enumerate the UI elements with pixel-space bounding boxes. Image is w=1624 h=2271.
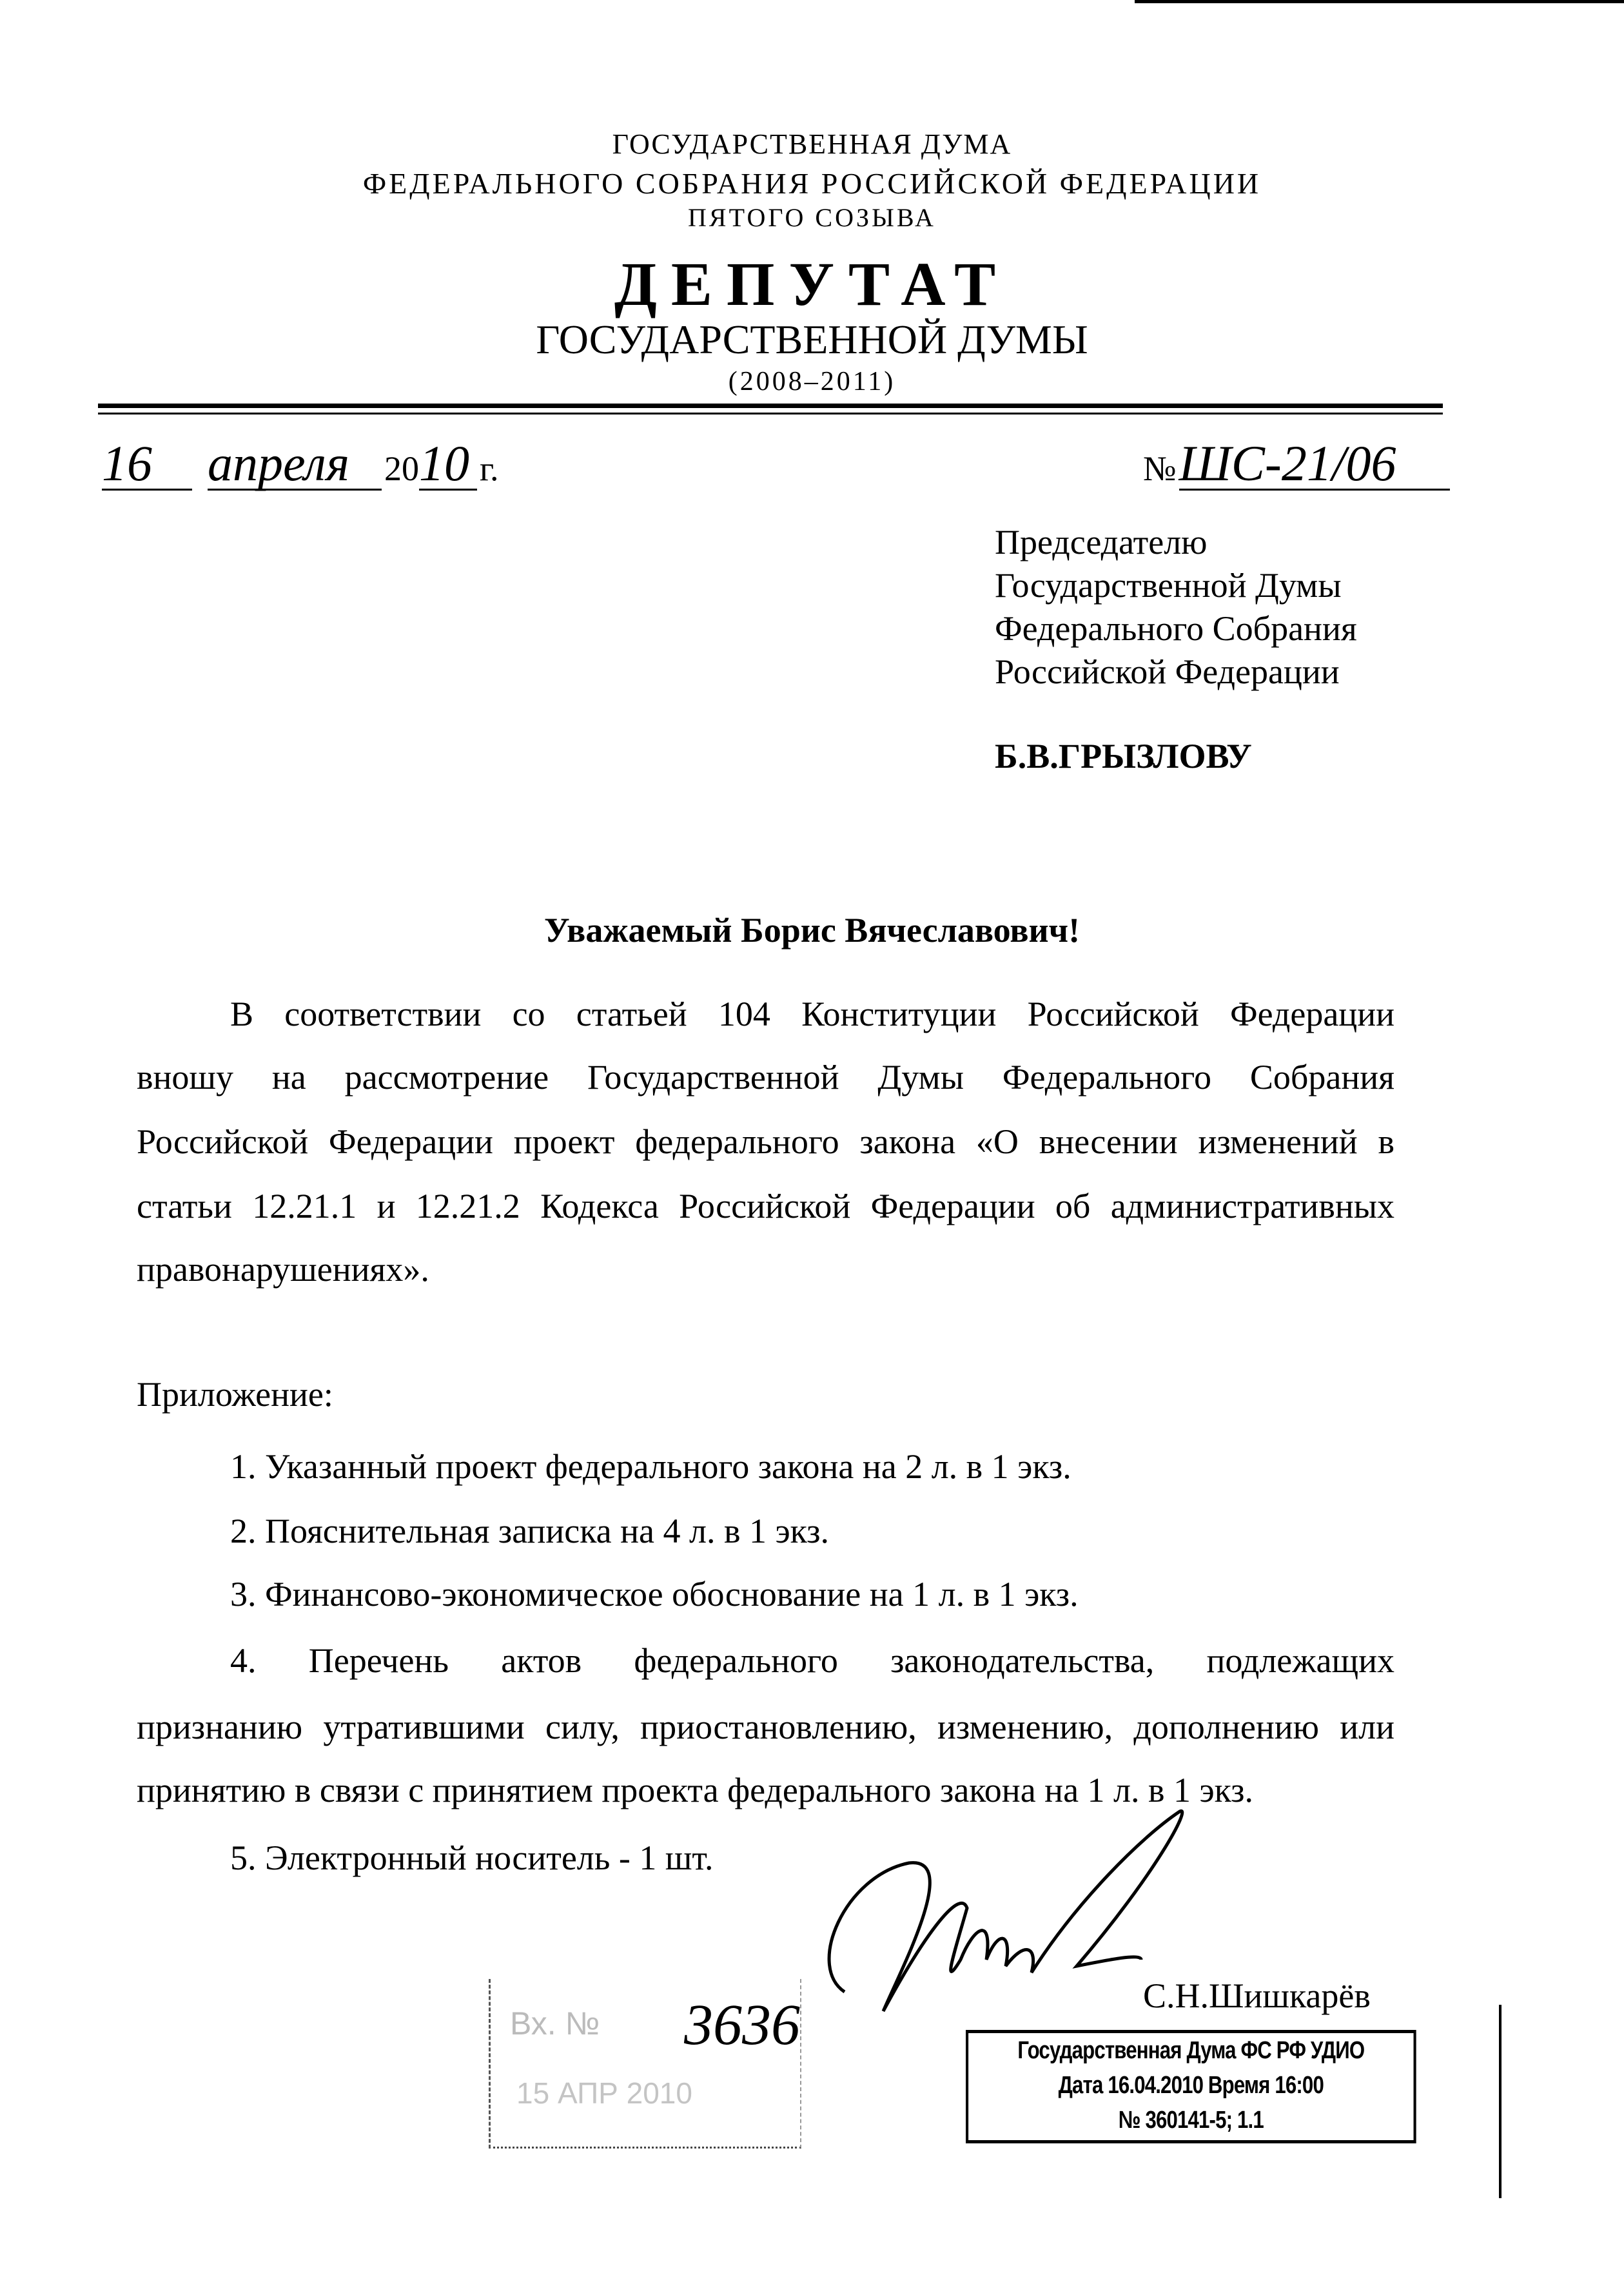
addressee-line: Федерального Собрания — [995, 609, 1357, 648]
letterhead-line-2: ФЕДЕРАЛЬНОГО СОБРАНИЯ РОССИЙСКОЙ ФЕДЕРАЦИИ — [362, 167, 1262, 200]
letterhead-line-3: ПЯТОГО СОЗЫВА — [688, 203, 936, 232]
signature-icon — [806, 1798, 1206, 2069]
body-line: Российской Федерации проект федерального закона «О внесении изменений в — [137, 1122, 1394, 1161]
letterhead-term: (2008–2011) — [728, 367, 896, 396]
number-value: ШС-21/06 — [1179, 438, 1450, 491]
letterhead-subtitle: ГОСУДАРСТВЕННОЙ ДУМЫ — [536, 317, 1088, 362]
header-rule-thick — [98, 404, 1443, 408]
incoming-stamp — [489, 1979, 801, 2149]
salutation: Уважаемый Борис Вячеславович! — [543, 911, 1081, 950]
date-month: апреля — [208, 438, 382, 491]
signatory-name: С.Н.Шишкарёв — [1143, 1976, 1371, 2015]
addressee-line: Председателю — [995, 523, 1208, 561]
body-line: статьи 12.21.1 и 12.21.2 Кодекса Российской Федерации об административных — [137, 1187, 1394, 1225]
incoming-stamp-number: 3636 — [684, 1993, 800, 2057]
attachment-item: 3. Финансово-экономическое обоснование на 1 л. в 1 экз. — [230, 1575, 1079, 1613]
addressee-name: Б.В.ГРЫЗЛОВУ — [995, 737, 1252, 775]
date-day: 16 — [102, 438, 192, 491]
body-line: вношу на рассмотрение Государственной Думы Федерального Собрания — [137, 1058, 1394, 1097]
attachment-item: 5. Электронный носитель - 1 шт. — [230, 1838, 714, 1877]
registry-stamp-line-2: Дата 16.04.2010 Время 16:00 — [1058, 2072, 1324, 2099]
header-rule-thin — [98, 413, 1443, 414]
body-line: В соответствии со статьей 104 Конституции Российской Федерации — [230, 995, 1394, 1033]
incoming-stamp-date: 15 АПР 2010 — [516, 2076, 692, 2110]
attachment-item: признанию утратившими силу, приостановлению, изменению, дополнению или — [137, 1708, 1394, 1746]
registry-stamp-line-3: № 360141-5; 1.1 — [1118, 2107, 1264, 2134]
registry-stamp — [966, 2030, 1416, 2143]
attachment-item: принятию в связи с принятием проекта федерального закона на 1 л. в 1 экз. — [137, 1771, 1254, 1809]
attachment-item: 4. Перечень актов федерального законодательства, подлежащих — [230, 1641, 1394, 1680]
date-century: 20 — [384, 449, 419, 488]
letterhead-line-1: ГОСУДАРСТВЕННАЯ ДУМА — [612, 128, 1012, 160]
date-suffix: г. — [480, 449, 499, 488]
addressee-line: Российской Федерации — [995, 652, 1340, 691]
document-date — [102, 435, 499, 491]
number-label: № — [1143, 449, 1177, 488]
date-year: 10 — [419, 438, 477, 491]
incoming-stamp-label: Вх. № — [510, 2005, 600, 2042]
letterhead-title: ДЕПУТАТ — [614, 249, 1010, 318]
attachments-heading: Приложение: — [137, 1375, 333, 1414]
attachment-item: 1. Указанный проект федерального закона на 2 л. в 1 экз. — [230, 1447, 1071, 1486]
scan-edge-mark — [1135, 0, 1624, 3]
scan-edge-mark — [1499, 2005, 1502, 2198]
registry-stamp-line-1: Государственная Дума ФС РФ УДИО — [1017, 2037, 1365, 2064]
attachment-item: 2. Пояснительная записка на 4 л. в 1 экз. — [230, 1512, 829, 1550]
document-number — [1143, 435, 1450, 491]
addressee-line: Государственной Думы — [995, 566, 1342, 605]
body-line: правонарушениях». — [137, 1250, 429, 1289]
